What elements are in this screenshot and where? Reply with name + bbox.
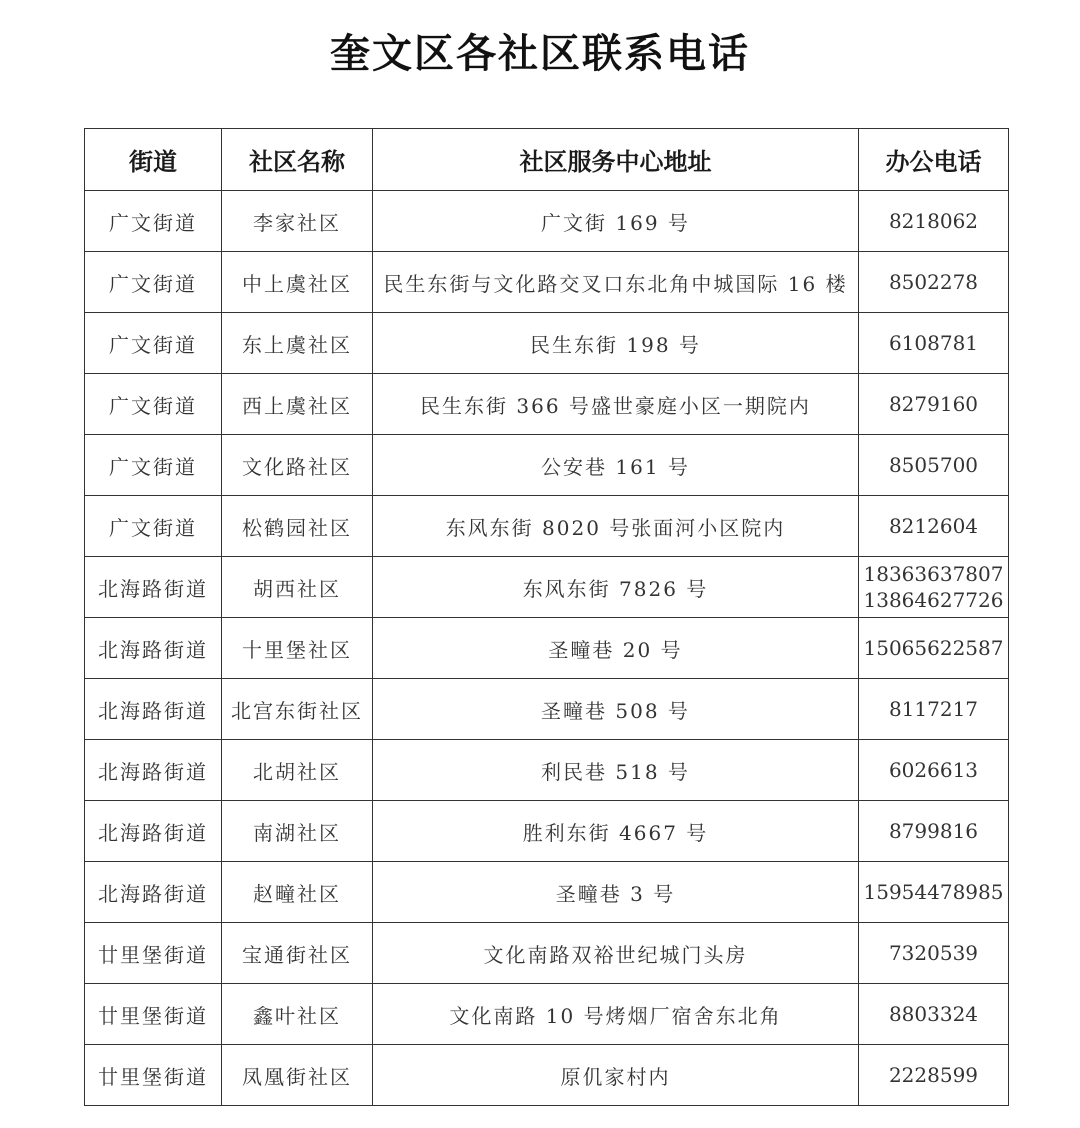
cell-community: 凤凰街社区	[222, 1045, 373, 1106]
table-row	[85, 679, 1009, 740]
column-header-address: 社区服务中心地址	[373, 129, 859, 191]
cell-address: 民生东街与文化路交叉口东北角中城国际 16 楼	[373, 252, 859, 313]
cell-phone	[859, 801, 1009, 862]
phone-number: 13864627726	[863, 588, 1004, 612]
cell-community: 北宫东街社区	[222, 679, 373, 740]
phone-number: 8279160	[888, 392, 979, 416]
cell-street: 广文街道	[85, 313, 222, 374]
cell-community: 十里堡社区	[222, 618, 373, 679]
cell-address: 原仉家村内	[373, 1045, 859, 1106]
table-row	[85, 435, 1009, 496]
cell-phone	[859, 984, 1009, 1045]
cell-community: 南湖社区	[222, 801, 373, 862]
phone-number: 8212604	[888, 514, 979, 538]
cell-phone	[859, 191, 1009, 252]
table-row	[85, 1045, 1009, 1106]
cell-street: 廿里堡街道	[85, 1045, 222, 1106]
cell-community: 李家社区	[222, 191, 373, 252]
cell-community: 北胡社区	[222, 740, 373, 801]
cell-address: 利民巷 518 号	[373, 740, 859, 801]
table-row	[85, 557, 1009, 618]
table-row	[85, 984, 1009, 1045]
cell-phone	[859, 557, 1009, 618]
cell-phone	[859, 496, 1009, 557]
table-row	[85, 740, 1009, 801]
phone-number: 7320539	[888, 941, 979, 965]
table-row	[85, 374, 1009, 435]
phone-number: 6026613	[888, 758, 979, 782]
phone-number: 2228599	[888, 1063, 979, 1087]
cell-phone	[859, 374, 1009, 435]
cell-community: 中上虞社区	[222, 252, 373, 313]
column-header-community: 社区名称	[222, 129, 373, 191]
cell-street: 廿里堡街道	[85, 984, 222, 1045]
cell-address: 圣疃巷 508 号	[373, 679, 859, 740]
cell-community: 文化路社区	[222, 435, 373, 496]
table-row	[85, 313, 1009, 374]
cell-street: 广文街道	[85, 496, 222, 557]
cell-community: 西上虞社区	[222, 374, 373, 435]
table-row	[85, 862, 1009, 923]
page-title: 奎文区各社区联系电话	[330, 31, 750, 77]
table-row	[85, 496, 1009, 557]
table-row	[85, 191, 1009, 252]
cell-address: 文化南路双裕世纪城门头房	[373, 923, 859, 984]
cell-phone	[859, 313, 1009, 374]
table-row	[85, 801, 1009, 862]
cell-street: 北海路街道	[85, 557, 222, 618]
table-row	[85, 618, 1009, 679]
table-body	[85, 191, 1009, 1106]
cell-address: 民生东街 198 号	[373, 313, 859, 374]
cell-phone	[859, 862, 1009, 923]
phone-number: 8803324	[888, 1002, 979, 1026]
phone-number: 6108781	[888, 331, 979, 355]
phone-number: 18363637807	[863, 562, 1004, 586]
cell-address: 文化南路 10 号烤烟厂宿舍东北角	[373, 984, 859, 1045]
cell-street: 广文街道	[85, 374, 222, 435]
cell-address: 公安巷 161 号	[373, 435, 859, 496]
cell-address: 广文街 169 号	[373, 191, 859, 252]
cell-address: 圣疃巷 20 号	[373, 618, 859, 679]
column-header-phone: 办公电话	[859, 129, 1009, 191]
cell-street: 北海路街道	[85, 740, 222, 801]
cell-community: 宝通街社区	[222, 923, 373, 984]
cell-community: 松鹤园社区	[222, 496, 373, 557]
cell-address: 民生东街 366 号盛世豪庭小区一期院内	[373, 374, 859, 435]
cell-community: 赵疃社区	[222, 862, 373, 923]
phone-number: 8502278	[888, 270, 979, 294]
phone-number: 8505700	[888, 453, 979, 477]
cell-street: 广文街道	[85, 191, 222, 252]
cell-street: 广文街道	[85, 252, 222, 313]
phone-number: 15065622587	[863, 636, 1004, 660]
cell-phone	[859, 679, 1009, 740]
cell-community: 胡西社区	[222, 557, 373, 618]
cell-address: 胜利东街 4667 号	[373, 801, 859, 862]
table-row	[85, 923, 1009, 984]
phone-number: 8117217	[888, 697, 979, 721]
cell-address: 东风东街 7826 号	[373, 557, 859, 618]
cell-address: 东风东街 8020 号张面河小区院内	[373, 496, 859, 557]
cell-phone	[859, 618, 1009, 679]
cell-phone	[859, 1045, 1009, 1106]
cell-community: 鑫叶社区	[222, 984, 373, 1045]
column-header-street: 街道	[85, 129, 222, 191]
cell-street: 广文街道	[85, 435, 222, 496]
cell-address: 圣疃巷 3 号	[373, 862, 859, 923]
cell-phone	[859, 740, 1009, 801]
cell-phone	[859, 435, 1009, 496]
cell-phone	[859, 923, 1009, 984]
cell-street: 北海路街道	[85, 801, 222, 862]
cell-street: 北海路街道	[85, 618, 222, 679]
table-row	[85, 252, 1009, 313]
contacts-table	[84, 128, 1009, 1106]
phone-number: 8218062	[888, 209, 979, 233]
phone-number: 15954478985	[863, 880, 1004, 904]
phone-number: 8799816	[888, 819, 979, 843]
cell-street: 北海路街道	[85, 679, 222, 740]
cell-community: 东上虞社区	[222, 313, 373, 374]
cell-street: 廿里堡街道	[85, 923, 222, 984]
cell-phone	[859, 252, 1009, 313]
table-header-row	[85, 129, 1009, 191]
cell-street: 北海路街道	[85, 862, 222, 923]
